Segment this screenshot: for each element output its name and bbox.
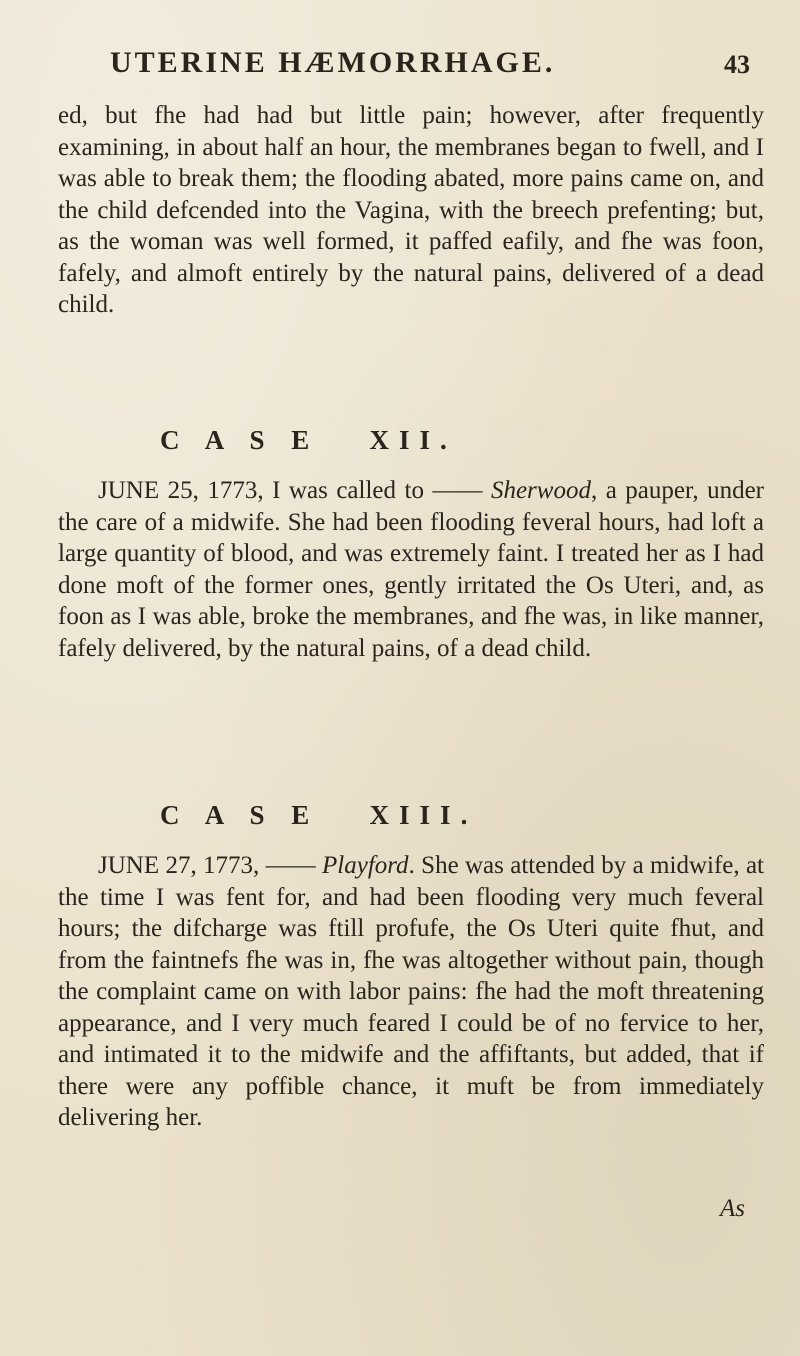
catchword: As [720,1195,745,1222]
page-number: 43 [724,50,750,79]
case-13-body: . She was attended by a midwife, at the time I was fent for, and had been flooding very much feveral hours; the difcharge was ftill profufe, the Os Uteri quite fhut, and from the faintnefs fhe was in, fhe was altogether without pain, though the complaint came on with labor pains: fhe had the moft threatening appearance, and I very much feared I could be of no fervice to her, and intimated it to the midwife and the affiftants, but added, that if there were any poffible chance, it muft be from immediately delivering her. [58,852,764,1131]
page-header [110,46,750,96]
case-12-paragraph [58,475,764,664]
case-13-lead: JUNE 27, 1773, —— [98,852,322,879]
case-12-heading: C A S E XII. [160,425,457,455]
case-13-patient-name: Playford [322,852,409,879]
case-12-body: , a pauper, under the care of a midwife. She had been flooding feveral hours, had loft a large quantity of blood, and was extremely faint. I treated her as I had done moft of the former ones, gently irritated the Os Uteri, and, as foon as I was able, broke the membranes, and fhe was, in like manner, fafely delivered, by the natural pains, of a dead child. [58,477,764,662]
running-title: UTERINE HÆMORRHAGE. [110,46,556,79]
paragraph-continuation: ed, but fhe had had but little pain; however, after frequently examining, in about half an hour, the membranes began to fwell, and I was able to break them; the flooding abated, more pains came on, and the child defcended into the Vagina, with the breech prefenting; but, as the woman was well formed, it paffed eafily, and fhe was foon, fafely, and almoft entirely by the natural pains, delivered of a dead child. [58,102,764,318]
case-12-patient-name: Sherwood [490,477,591,504]
case-12-lead: JUNE 25, 1773, I was called to —— [98,477,491,504]
case-13-heading: C A S E XIII. [160,800,478,830]
case-13-paragraph [58,850,764,1134]
